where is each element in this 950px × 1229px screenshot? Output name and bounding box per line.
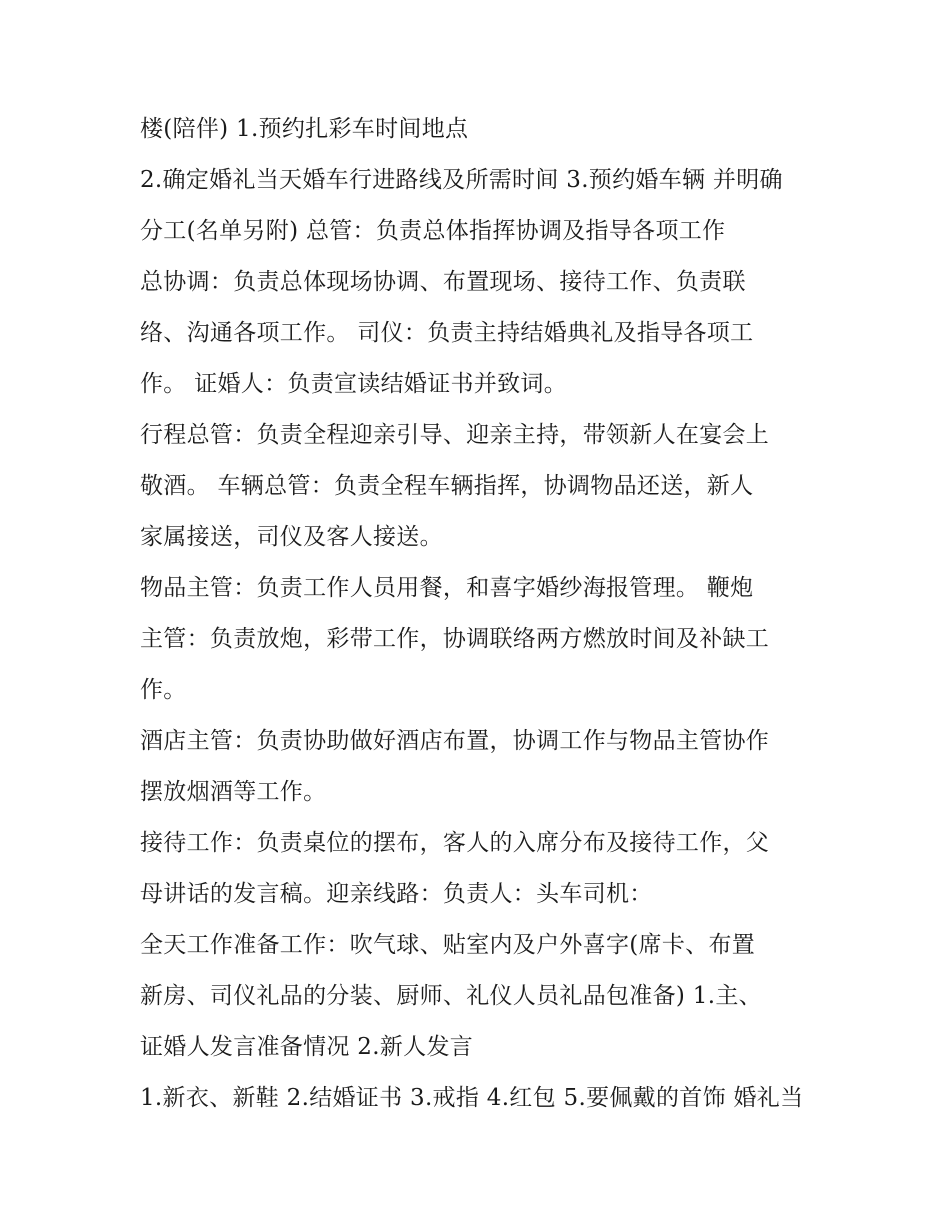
text-line: 楼(陪伴) 1.预约扎彩车时间地点 (140, 116, 469, 142)
text-line: 主管：负责放炮，彩带工作，协调联络两方燃放时间及补缺工 (140, 626, 770, 652)
text-line: 分工(名单另附) 总管：负责总体指挥协调及指导各项工作 (140, 218, 726, 244)
text-line: 络、沟通各项工作。 司仪：负责主持结婚典礼及指导各项工 (140, 320, 754, 346)
text-line: 酒店主管：负责协助做好酒店布置，协调工作与物品主管协作 (140, 728, 770, 754)
text-line: 行程总管：负责全程迎亲引导、迎亲主持，带领新人在宴会上 (140, 422, 770, 448)
text-line: 家属接送，司仪及客人接送。 (140, 524, 443, 550)
text-line: 证婚人发言准备情况 2.新人发言 (140, 1034, 474, 1060)
text-line: 全天工作准备工作：吹气球、贴室内及户外喜字(席卡、布置 (140, 932, 756, 958)
text-line: 接待工作：负责桌位的摆布，客人的入席分布及接待工作，父 (140, 830, 770, 856)
text-line: 新房、司仪礼品的分装、厨师、礼仪人员礼品包准备) 1.主、 (140, 983, 762, 1009)
text-line: 1.新衣、新鞋 2.结婚证书 3.戒指 4.红包 5.要佩戴的首饰 婚礼当 (140, 1085, 804, 1111)
text-line: 总协调：负责总体现场协调、布置现场、接待工作、负责联 (140, 269, 746, 295)
text-line: 作。 (140, 677, 187, 703)
text-line: 敬酒。 车辆总管：负责全程车辆指挥，协调物品还送，新人 (140, 473, 754, 499)
text-line: 母讲话的发言稿。迎亲线路：负责人：头车司机： (140, 881, 653, 907)
text-line: 摆放烟酒等工作。 (140, 779, 327, 805)
document-body (140, 104, 820, 1124)
text-line: 物品主管：负责工作人员用餐，和喜字婚纱海报管理。 鞭炮 (140, 575, 754, 601)
text-line: 作。 证婚人：负责宣读结婚证书并致词。 (140, 371, 568, 397)
text-line: 2.确定婚礼当天婚车行进路线及所需时间 3.预约婚车辆 并明确 (140, 167, 783, 193)
